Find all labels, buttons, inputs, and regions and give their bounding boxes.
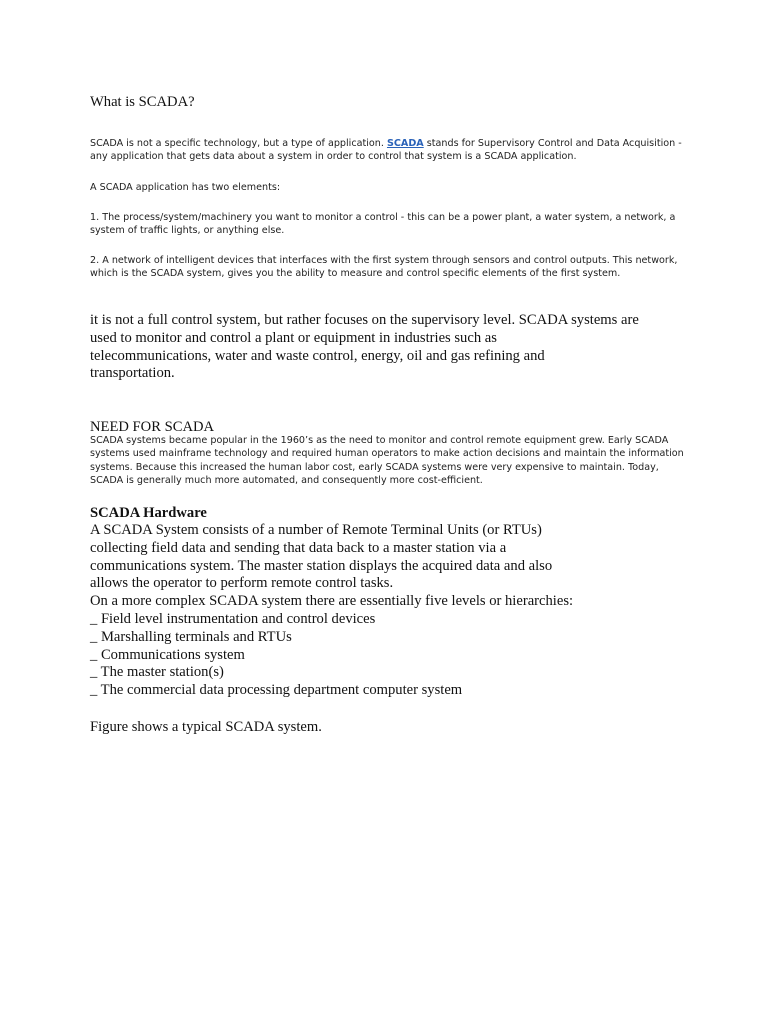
supervisory-line: telecommunications, water and waste control, energy, oil and gas refining and: [90, 347, 545, 364]
intro-text-end: stands for Supervisory Control and Data Acquisition - any application that gets data about a system in order to control that system is a SCADA application.: [90, 138, 682, 163]
intro-paragraph: [90, 137, 690, 164]
hierarchy-item: _ Marshalling terminals and RTUs: [90, 628, 292, 645]
elements-intro: A SCADA application has two elements:: [90, 182, 281, 193]
supervisory-paragraph: [90, 312, 690, 383]
need-paragraph: SCADA systems became popular in the 1960’s as the need to monitor and control remote equipment grew. Early SCADA systems used mainframe technology and required human operators to make action decisions and maintain the information systems. Because this increased the human labor cost, early SCADA systems were very expensive to maintain. Today, SCADA is generally much more automated, and consequently more cost-efficient.: [90, 435, 684, 487]
hierarchy-item: _ The master station(s): [90, 664, 224, 681]
hierarchy-item: _ Field level instrumentation and control devices: [90, 610, 376, 627]
hardware-heading: SCADA Hardware: [90, 505, 207, 521]
element-item-2: 2. A network of intelligent devices that interfaces with the first system through sensors and control outputs. This network, which is the SCADA system, gives you the ability to measure and control specific elements of the first system.: [90, 255, 678, 280]
supervisory-line: transportation.: [90, 365, 175, 382]
hardware-line: allows the operator to perform remote control tasks.: [90, 575, 394, 592]
hardware-block: [90, 522, 690, 700]
need-heading: NEED FOR SCADA: [90, 419, 215, 435]
scada-link[interactable]: SCADA: [386, 138, 424, 149]
intro-text-start: SCADA is not a specific technology, but a type of application.: [90, 138, 387, 149]
hardware-line: communications system. The master station displays the acquired data and also: [90, 557, 553, 574]
figure-caption: Figure shows a typical SCADA system.: [90, 719, 322, 735]
hardware-line: On a more complex SCADA system there are essentially five levels or hierarchies:: [90, 593, 574, 610]
hardware-line: collecting field data and sending that data back to a master station via a: [90, 539, 507, 556]
page-title: What is SCADA?: [90, 94, 195, 110]
supervisory-line: it is not a full control system, but rather focuses on the supervisory level. SCADA systems are: [90, 312, 639, 328]
hierarchy-item: _ The commercial data processing department computer system: [90, 682, 463, 699]
hardware-line: A SCADA System consists of a number of Remote Terminal Units (or RTUs): [90, 522, 542, 538]
supervisory-line: used to monitor and control a plant or equipment in industries such as: [90, 329, 497, 346]
hierarchy-item: _ Communications system: [90, 646, 245, 663]
element-item-1: 1. The process/system/machinery you want to monitor a control - this can be a power plant, a water system, a network, a system of traffic lights, or anything else.: [90, 212, 676, 237]
